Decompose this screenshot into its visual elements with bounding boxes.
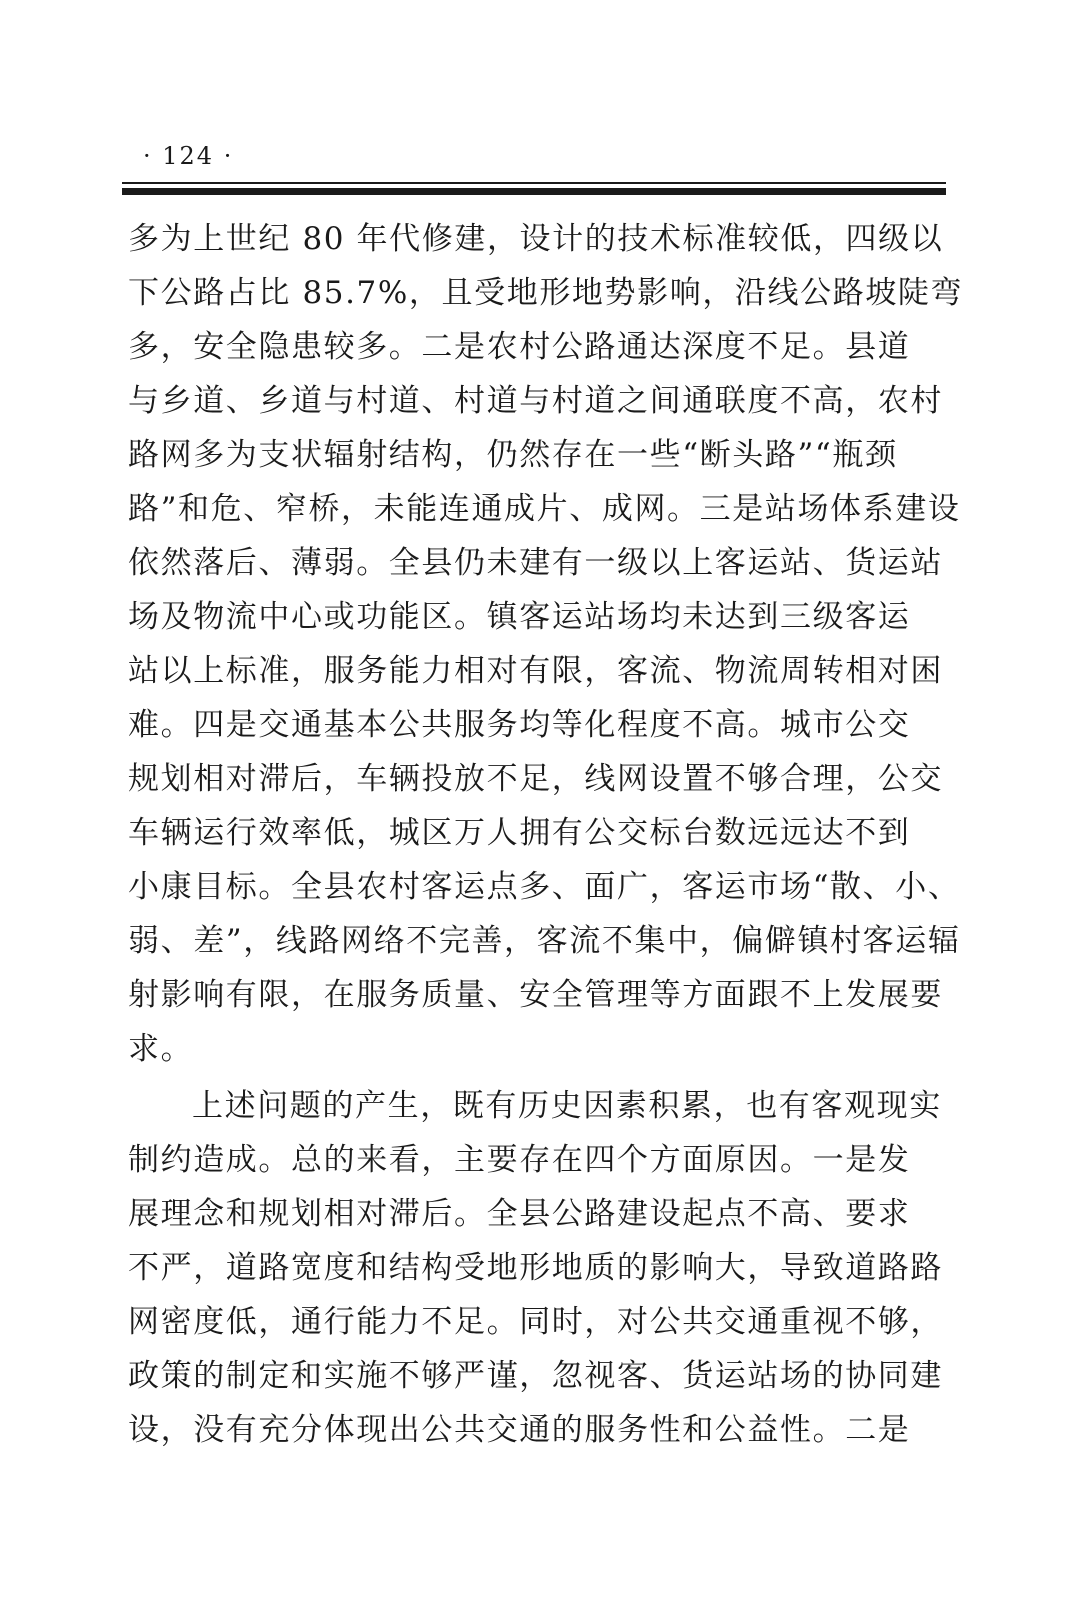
text-line: 制约造成。总的来看，主要存在四个方面原因。一是发 [128, 1142, 911, 1178]
text-line: 小康目标。全县农村客运点多、面广，客运市场“散、小、 [128, 869, 961, 905]
text-line: 上述问题的产生，既有历史因素积累，也有客观现实 [192, 1088, 942, 1124]
text-line: 多为上世纪 80 年代修建，设计的技术标准较低，四级以 [128, 221, 944, 257]
header-rule-thin [122, 182, 946, 184]
text-line: 下公路占比 85.7%，且受地形地势影响，沿线公路坡陡弯 [128, 275, 964, 311]
text-line: 场及物流中心或功能区。镇客运站场均未达到三级客运 [128, 599, 911, 635]
text-line: 展理念和规划相对滞后。全县公路建设起点不高、要求 [128, 1196, 911, 1232]
text-line: 设，没有充分体现出公共交通的服务性和公益性。二是 [128, 1412, 911, 1448]
paragraph-2 [128, 1079, 958, 1457]
body-text [128, 212, 964, 1457]
header-rule-thick [122, 188, 946, 195]
text-line: 车辆运行效率低，城区万人拥有公交标台数远远达不到 [128, 815, 911, 851]
text-line: 多，安全隐患较多。二是农村公路通达深度不足。县道 [128, 329, 911, 365]
text-line: 路网多为支状辐射结构，仍然存在一些“断头路”“瓶颈 [128, 437, 898, 473]
paragraph-1 [128, 212, 964, 1076]
text-line: 规划相对滞后，车辆投放不足，线网设置不够合理，公交 [128, 761, 943, 797]
text-line: 站以上标准，服务能力相对有限，客流、物流周转相对困 [128, 653, 943, 689]
text-line: 不严，道路宽度和结构受地形地质的影响大，导致道路路 [128, 1250, 943, 1286]
text-line: 难。四是交通基本公共服务均等化程度不高。城市公交 [128, 707, 911, 743]
text-line: 弱、差”，线路网络不完善，客流不集中，偏僻镇村客运辐 [128, 923, 961, 959]
text-line: 射影响有限，在服务质量、安全管理等方面跟不上发展要 [128, 977, 943, 1013]
text-line: 求。 [128, 1031, 194, 1067]
text-line: 依然落后、薄弱。全县仍未建有一级以上客运站、货运站 [128, 545, 943, 581]
text-line: 与乡道、乡道与村道、村道与村道之间通联度不高，农村 [128, 383, 943, 419]
page-number: · 124 · [143, 142, 234, 170]
text-line: 政策的制定和实施不够严谨，忽视客、货运站场的协同建 [128, 1358, 943, 1394]
text-line: 路”和危、窄桥，未能连通成片、成网。三是站场体系建设 [128, 491, 961, 527]
text-line: 网密度低，通行能力不足。同时，对公共交通重视不够， [128, 1304, 943, 1340]
